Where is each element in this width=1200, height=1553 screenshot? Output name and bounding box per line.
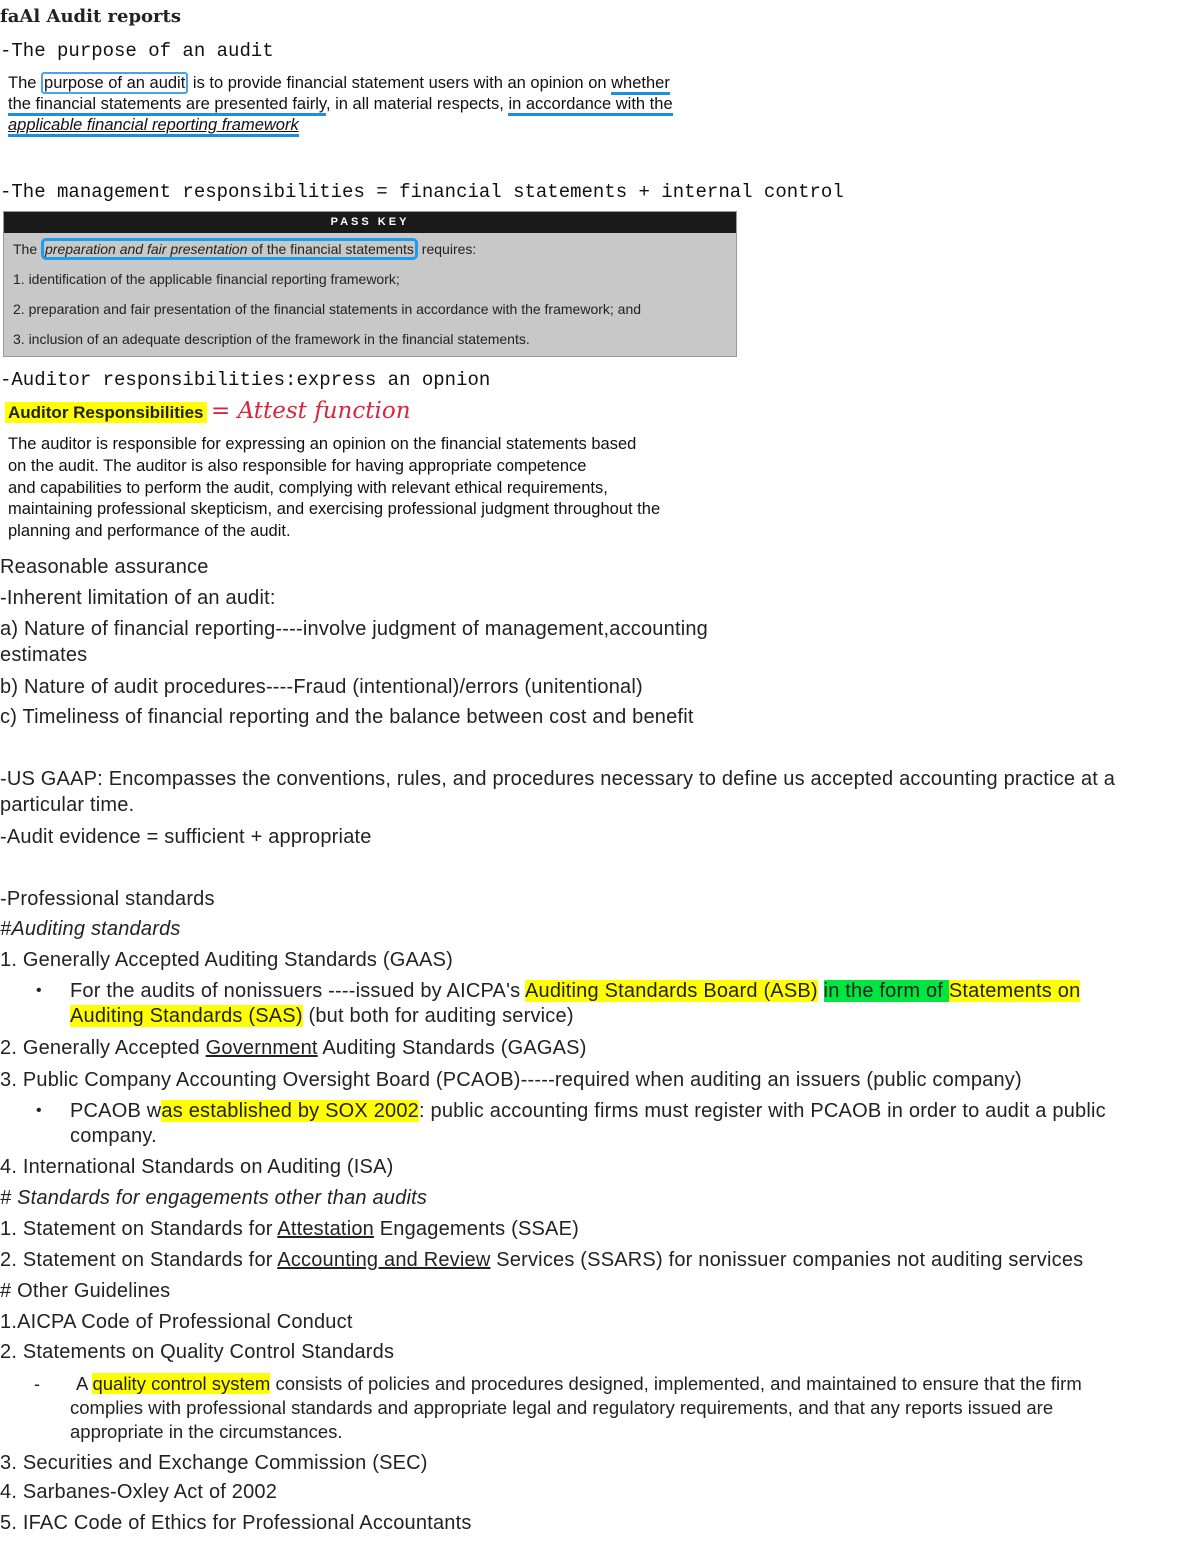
underlined-phrase: in accordance with the bbox=[508, 95, 672, 116]
list-item: 1. Generally Accepted Auditing Standards (GAAS) bbox=[0, 949, 453, 971]
note-line: -Inherent limitation of an audit: bbox=[0, 587, 276, 609]
auditor-text-line: The auditor is responsible for expressing an opinion on the financial statements based bbox=[8, 435, 637, 453]
list-item: 5. IFAC Code of Ethics for Professional Accountants bbox=[0, 1512, 472, 1534]
bullet-icon: • bbox=[36, 1102, 42, 1119]
section-heading: # Other Guidelines bbox=[0, 1280, 171, 1302]
highlight-yellow: as established by SOX 2002 bbox=[161, 1100, 420, 1122]
bullet-item bbox=[70, 980, 1080, 1003]
note-line: -Audit evidence = sufficient + appropriate bbox=[0, 826, 372, 848]
bullet-item-cont bbox=[70, 1005, 574, 1028]
highlight-yellow: Statements on bbox=[948, 980, 1081, 1002]
text bbox=[818, 980, 824, 1002]
list-item bbox=[0, 1249, 1083, 1272]
underlined-word: Accounting and Review bbox=[277, 1249, 491, 1271]
note-line: particular time. bbox=[0, 794, 135, 816]
snippet-text: is to provide financial statement users with an opinion on bbox=[188, 74, 612, 92]
auditor-responsibilities-label: Auditor Responsibilities bbox=[5, 402, 207, 423]
auditor-text-line: on the audit. The auditor is also responsible for having appropriate competence bbox=[8, 457, 587, 475]
text: : public accounting firms must register with PCAOB in order to audit a public bbox=[419, 1100, 1106, 1122]
boxed-phrase bbox=[41, 238, 418, 260]
auditor-label-row bbox=[5, 398, 411, 424]
highlight-yellow: quality control system bbox=[92, 1373, 271, 1394]
pk-italic: preparation and fair presentation bbox=[45, 241, 248, 257]
attest-function-note: = Attest function bbox=[210, 398, 411, 424]
highlight-green: in the form of bbox=[823, 980, 949, 1002]
text: PCAOB w bbox=[70, 1100, 162, 1122]
underlined-phrase: the financial statements are presented fairly bbox=[8, 95, 326, 116]
bullet-item-cont: company. bbox=[70, 1125, 157, 1147]
bullet-icon: • bbox=[36, 982, 42, 999]
underlined-phrase: applicable financial reporting framework bbox=[8, 116, 299, 137]
purpose-heading: -The purpose of an audit bbox=[0, 40, 274, 62]
document-title: faAl Audit reports bbox=[0, 6, 181, 27]
text: consists of policies and procedures designed, implemented, and maintained to ensure that the firm bbox=[270, 1373, 1082, 1394]
auditor-text-line: maintaining professional skepticism, and exercising professional judgment throughout the bbox=[8, 500, 661, 518]
text: Engagements (SSAE) bbox=[373, 1218, 579, 1240]
qc-line: complies with professional standards and appropriate legal and regulatory requirements, and that any reports issued are bbox=[70, 1397, 1054, 1418]
pass-key-intro bbox=[13, 241, 476, 257]
section-heading: #Auditing standards bbox=[0, 918, 181, 940]
underlined-word: Attestation bbox=[277, 1218, 374, 1240]
boxed-phrase: purpose of an audit bbox=[41, 72, 188, 94]
underlined-phrase: whether bbox=[611, 74, 670, 95]
note-line: -Professional standards bbox=[0, 888, 215, 910]
text: 1. Statement on Standards for bbox=[0, 1218, 278, 1240]
list-item bbox=[0, 1037, 587, 1060]
qc-line: appropriate in the circumstances. bbox=[70, 1421, 343, 1442]
bullet-item bbox=[70, 1100, 1106, 1123]
qc-line bbox=[76, 1373, 1082, 1395]
text: 2. Statement on Standards for bbox=[0, 1249, 278, 1271]
management-heading: -The management responsibilities = financial statements + internal control bbox=[0, 181, 844, 203]
auditor-text-line: and capabilities to perform the audit, complying with relevant ethical requirements, bbox=[8, 479, 608, 497]
snippet-text: , in all material respects, bbox=[325, 95, 509, 113]
text: Auditing Standards (GAGAS) bbox=[317, 1037, 587, 1059]
note-line: a) Nature of financial reporting----involve judgment of management,accounting bbox=[0, 618, 708, 640]
pk-text: of the financial statements bbox=[247, 241, 414, 257]
list-item: 2. Statements on Quality Control Standards bbox=[0, 1341, 395, 1363]
note-line: b) Nature of audit procedures----Fraud (intentional)/errors (unitentional) bbox=[0, 676, 643, 698]
text: (but both for auditing service) bbox=[302, 1005, 574, 1027]
list-item bbox=[0, 1218, 579, 1241]
note-line: estimates bbox=[0, 644, 88, 666]
pass-key-header: PASS KEY bbox=[4, 212, 736, 233]
list-item: 4. Sarbanes-Oxley Act of 2002 bbox=[0, 1481, 278, 1503]
note-line: -US GAAP: Encompasses the conventions, rules, and procedures necessary to define us accepted accounting practice at a bbox=[0, 768, 1116, 790]
section-heading: # Standards for engagements other than audits bbox=[0, 1187, 428, 1209]
pass-key-item: 1. identification of the applicable financial reporting framework; bbox=[13, 271, 400, 287]
note-line: c) Timeliness of financial reporting and the balance between cost and benefit bbox=[0, 706, 694, 728]
text: For the audits of nonissuers ----issued by AICPA's bbox=[70, 980, 525, 1002]
snippet-text: The bbox=[8, 74, 42, 92]
underlined-word: Government bbox=[205, 1037, 318, 1059]
list-item: 4. International Standards on Auditing (ISA) bbox=[0, 1156, 394, 1178]
text: A bbox=[76, 1373, 93, 1394]
text: 2. Generally Accepted bbox=[0, 1037, 206, 1059]
pk-text: requires: bbox=[417, 241, 477, 257]
pass-key-item: 3. inclusion of an adequate description of the framework in the financial statements. bbox=[13, 331, 530, 347]
auditor-heading: -Auditor responsibilities:express an opnion bbox=[0, 369, 491, 391]
auditor-text-line: planning and performance of the audit. bbox=[8, 522, 291, 540]
dash-marker: - bbox=[34, 1374, 40, 1394]
list-item: 3. Securities and Exchange Commission (SEC) bbox=[0, 1452, 428, 1474]
pk-text: The bbox=[13, 241, 42, 257]
list-item: 1.AICPA Code of Professional Conduct bbox=[0, 1311, 353, 1333]
pass-key-item: 2. preparation and fair presentation of the financial statements in accordance with the framework; and bbox=[13, 301, 642, 317]
list-item: 3. Public Company Accounting Oversight Board (PCAOB)-----required when auditing an issuers (public company) bbox=[0, 1069, 1022, 1091]
highlight-yellow: Auditing Standards Board (ASB) bbox=[524, 980, 818, 1002]
note-line: Reasonable assurance bbox=[0, 556, 209, 578]
highlight-yellow: Auditing Standards (SAS) bbox=[70, 1005, 303, 1027]
text: Services (SSARS) for nonissuer companies not auditing services bbox=[490, 1249, 1084, 1271]
pass-key-box bbox=[3, 211, 737, 357]
